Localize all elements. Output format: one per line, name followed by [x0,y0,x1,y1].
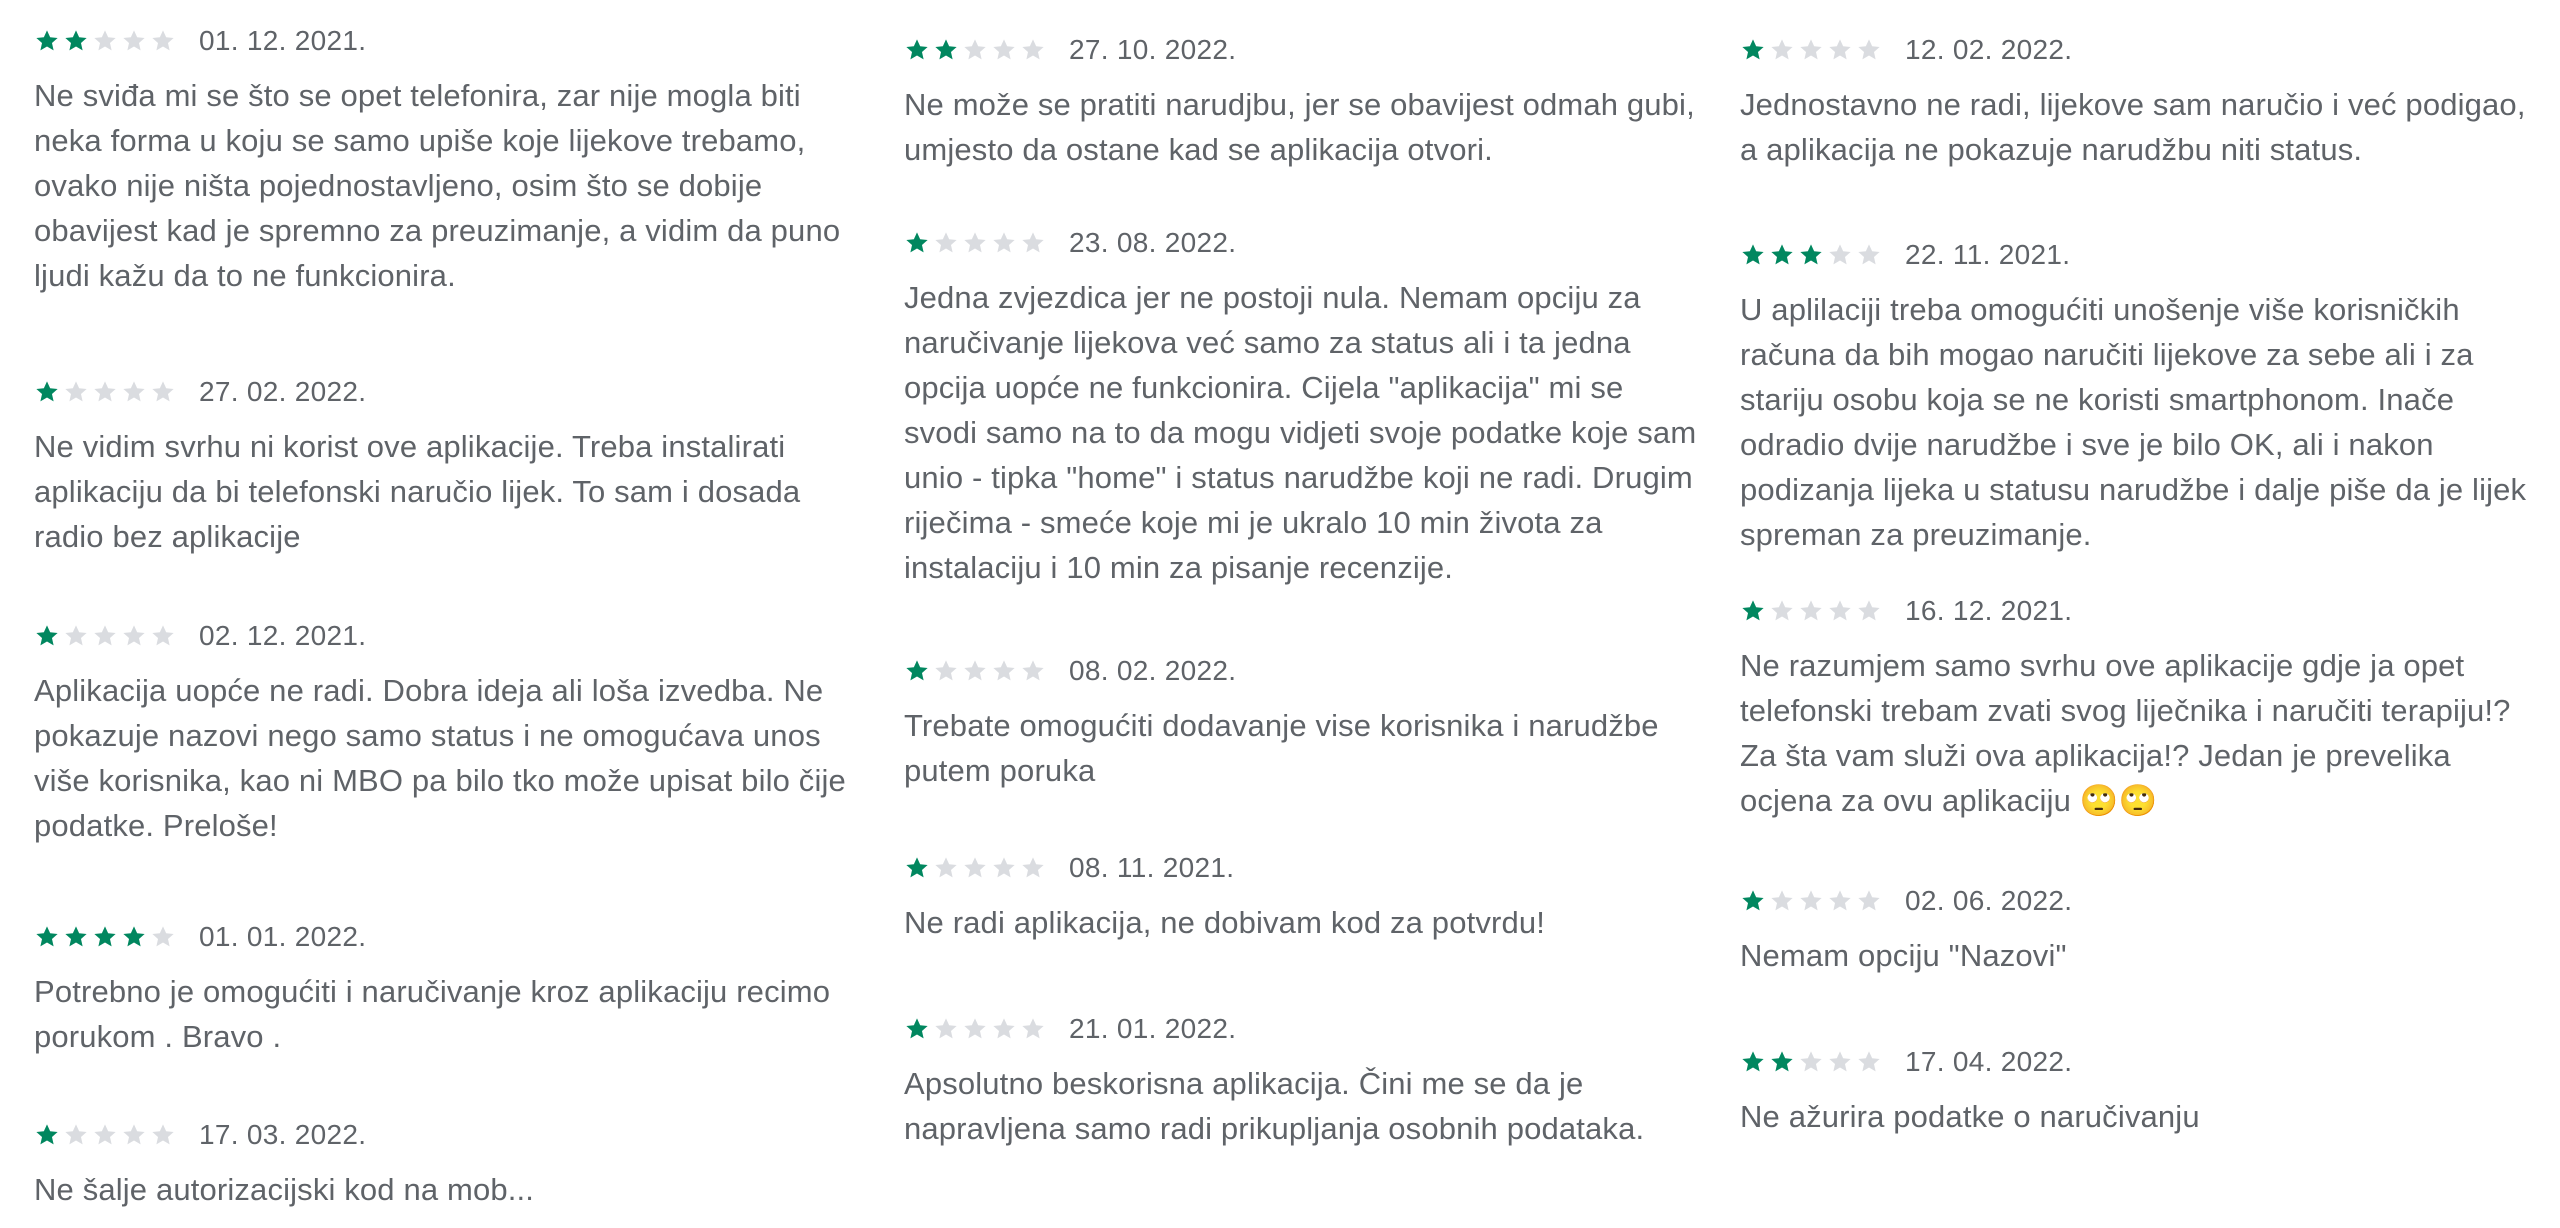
star-filled-icon [1740,242,1766,268]
star-filled-icon [121,924,147,950]
review-header [1740,881,2540,921]
star-rating [1740,37,1885,63]
review-text: Ne vidim svrhu ni korist ove aplikacije. Treba instalirati aplikaciju da bi telefonski naručio lijek. To sam i dosada radio bez aplikacije [34,429,801,554]
star-rating [904,37,1049,63]
star-empty-icon [63,1122,89,1148]
review-header [904,30,1704,70]
review-header [34,616,854,656]
review-text: Ne radi aplikacija, ne dobivam kod za potvrdu! [904,905,1546,940]
star-empty-icon [1798,1049,1824,1075]
star-empty-icon [1769,888,1795,914]
review-text: Ne ažurira podatke o naručivanju [1740,1099,2200,1134]
star-filled-icon [34,379,60,405]
star-empty-icon [962,658,988,684]
star-filled-icon [904,1016,930,1042]
star-rating [1740,1049,1885,1075]
review-date: 17. 03. 2022. [199,1119,367,1150]
star-filled-icon [904,855,930,881]
star-empty-icon [991,855,1017,881]
review-text: Potrebno je omogućiti i naručivanje kroz aplikaciju recimo porukom . Bravo . [34,974,831,1054]
star-empty-icon [1020,1016,1046,1042]
star-filled-icon [34,924,60,950]
star-empty-icon [933,230,959,256]
review-text: Ne sviđa mi se što se opet telefonira, zar nije mogla biti neka forma u koju se samo upiše koje lijekove trebamo, ovako nije ništa pojednostavljeno, osim što se dobije obavijest kad je spremno za preuzimanje, a vidim da puno ljudi kažu da to ne funkcionira. [34,78,841,293]
star-empty-icon [121,623,147,649]
review-date: 27. 10. 2022. [1069,34,1237,65]
star-empty-icon [121,1122,147,1148]
review-card [1740,1042,2540,1139]
review-card [34,1115,854,1212]
star-empty-icon [1827,1049,1853,1075]
star-empty-icon [150,379,176,405]
review-date: 21. 01. 2022. [1069,1013,1237,1044]
star-empty-icon [150,924,176,950]
star-empty-icon [1020,855,1046,881]
star-empty-icon [150,28,176,54]
star-empty-icon [121,28,147,54]
star-empty-icon [1827,37,1853,63]
review-card [904,223,1704,590]
star-empty-icon [991,37,1017,63]
star-empty-icon [962,855,988,881]
review-date: 17. 04. 2022. [1905,1046,2073,1077]
star-empty-icon [991,1016,1017,1042]
review-date: 27. 02. 2022. [199,376,367,407]
review-text: Apsolutno beskorisna aplikacija. Čini me se da je napravljena samo radi prikupljanja osobnih podataka. [904,1066,1645,1146]
review-text: Trebate omogućiti dodavanje vise korisnika i narudžbe putem poruka [904,708,1659,788]
star-empty-icon [63,623,89,649]
star-empty-icon [1769,37,1795,63]
star-filled-icon [1740,888,1766,914]
review-text: Aplikacija uopće ne radi. Dobra ideja ali loša izvedba. Ne pokazuje nazovi nego samo status i ne omogućava unos više korisnika, kao ni MBO pa bilo tko može upisat bilo čije podatke. Preloše! [34,673,846,843]
star-filled-icon [1740,1049,1766,1075]
star-empty-icon [92,379,118,405]
review-text: Ne može se pratiti narudjbu, jer se obavijest odmah gubi, umjesto da ostane kad se aplikacija otvori. [904,87,1695,167]
review-date: 02. 06. 2022. [1905,885,2073,916]
star-empty-icon [1827,598,1853,624]
star-empty-icon [92,623,118,649]
star-rating [34,28,179,54]
review-date: 08. 02. 2022. [1069,655,1237,686]
review-card [34,616,854,848]
star-empty-icon [933,658,959,684]
star-empty-icon [1798,888,1824,914]
star-filled-icon [904,37,930,63]
review-card [904,1009,1704,1151]
star-filled-icon [904,658,930,684]
star-empty-icon [1856,888,1882,914]
review-date: 08. 11. 2021. [1069,852,1235,883]
star-rating [34,1122,179,1148]
star-filled-icon [63,924,89,950]
review-header [34,1115,854,1155]
star-empty-icon [63,379,89,405]
star-empty-icon [92,1122,118,1148]
star-rating [904,855,1049,881]
star-empty-icon [1020,230,1046,256]
review-header [1740,1042,2540,1082]
review-text: U aplilaciji treba omogućiti unošenje više korisničkih računa da bih mogao naručiti lijekove za sebe ali i za stariju osobu koja se ne koristi smartphonom. Inače odradio dvije narudžbe i sve je bilo OK, ali i nakon podizanja lijeka u statusu narudžbe i dalje piše da je lijek spreman za preuzimanje. [1740,292,2527,552]
star-filled-icon [1798,242,1824,268]
review-text: Ne razumjem samo svrhu ove aplikacije gdje ja opet telefonski trebam zvati svog liječnika i naručiti terapiju!? Za šta vam služi ova aplikacija!? Jedan je prevelika ocjena za ovu aplikaciju 🙄🙄 [1740,648,2511,818]
star-empty-icon [1856,598,1882,624]
star-filled-icon [34,28,60,54]
review-date: 16. 12. 2021. [1905,595,2073,626]
review-card [34,372,854,559]
review-header [34,372,854,412]
star-rating [904,230,1049,256]
review-header [1740,30,2540,70]
star-rating [904,1016,1049,1042]
review-card [904,848,1704,945]
star-empty-icon [150,623,176,649]
star-empty-icon [933,855,959,881]
review-date: 01. 12. 2021. [199,25,367,56]
star-empty-icon [991,658,1017,684]
star-empty-icon [962,1016,988,1042]
star-filled-icon [904,230,930,256]
star-empty-icon [1856,37,1882,63]
star-rating [1740,242,1885,268]
star-empty-icon [1769,598,1795,624]
star-rating [34,924,179,950]
star-empty-icon [1020,658,1046,684]
star-empty-icon [121,379,147,405]
star-empty-icon [962,230,988,256]
star-filled-icon [63,28,89,54]
review-card [1740,591,2540,823]
review-date: 12. 02. 2022. [1905,34,2073,65]
review-card [1740,30,2540,172]
star-rating [34,379,179,405]
star-filled-icon [1740,598,1766,624]
star-empty-icon [1856,242,1882,268]
review-card [34,21,854,298]
star-empty-icon [1856,1049,1882,1075]
star-filled-icon [933,37,959,63]
star-empty-icon [1827,242,1853,268]
review-header [904,651,1704,691]
review-header [904,848,1704,888]
review-text: Ne šalje autorizacijski kod na mob... [34,1172,535,1207]
review-date: 02. 12. 2021. [199,620,367,651]
review-header [1740,235,2540,275]
star-empty-icon [991,230,1017,256]
star-empty-icon [1827,888,1853,914]
review-card [904,30,1704,172]
review-date: 01. 01. 2022. [199,921,367,952]
review-date: 23. 08. 2022. [1069,227,1237,258]
star-rating [1740,598,1885,624]
star-empty-icon [933,1016,959,1042]
review-card [904,651,1704,793]
review-text: Jedna zvjezdica jer ne postoji nula. Nemam opciju za naručivanje lijekova već samo za status ali i ta jedna opcija uopće ne funkcionira. Cijela "aplikacija" mi se svodi samo na to da mogu vidjeti svoje podatke koje sam unio - tipka "home" i status narudžbe koji ne radi. Drugim riječima - smeće koje mi je ukralo 10 min života za instalaciju i 10 min za pisanje recenzije. [904,280,1697,585]
star-rating [1740,888,1885,914]
review-card [34,917,854,1059]
star-filled-icon [34,1122,60,1148]
star-rating [34,623,179,649]
star-empty-icon [150,1122,176,1148]
review-header [34,917,854,957]
review-card [1740,235,2540,557]
review-header [1740,591,2540,631]
star-rating [904,658,1049,684]
review-date: 22. 11. 2021. [1905,239,2071,270]
star-filled-icon [1769,1049,1795,1075]
star-empty-icon [1798,598,1824,624]
star-filled-icon [34,623,60,649]
review-card [1740,881,2540,978]
star-empty-icon [92,28,118,54]
star-empty-icon [962,37,988,63]
review-header [34,21,854,61]
star-filled-icon [92,924,118,950]
review-header [904,223,1704,263]
star-filled-icon [1740,37,1766,63]
review-header [904,1009,1704,1049]
star-empty-icon [1020,37,1046,63]
star-filled-icon [1769,242,1795,268]
review-text: Jednostavno ne radi, lijekove sam naručio i već podigao, a aplikacija ne pokazuje narudžbu niti status. [1740,87,2526,167]
review-text: Nemam opciju "Nazovi" [1740,938,2067,973]
star-empty-icon [1798,37,1824,63]
